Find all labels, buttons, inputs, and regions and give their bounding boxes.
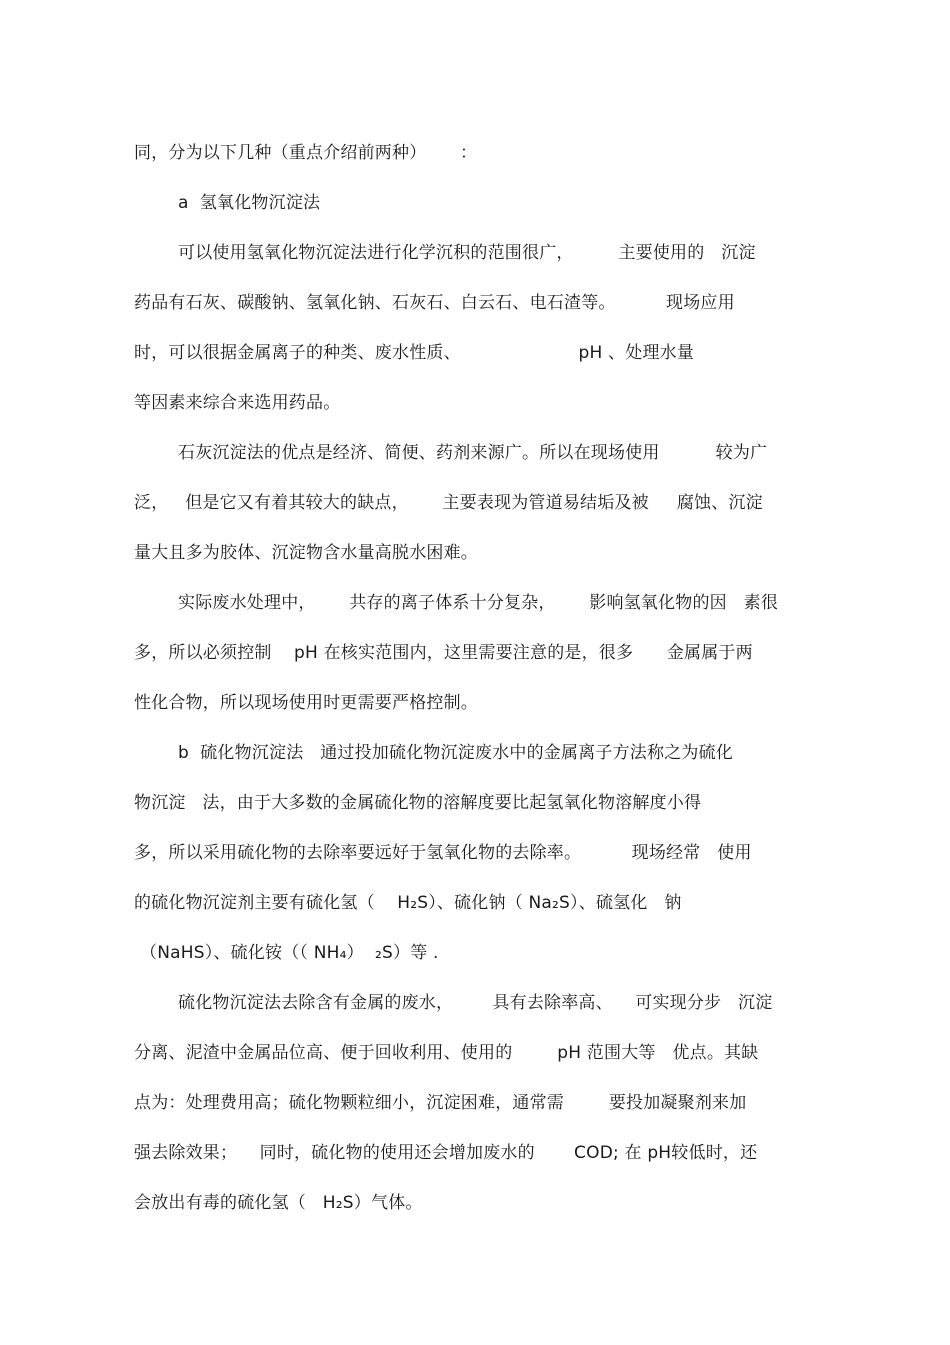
text-line: 时，可以很据金属离子的种类、废水性质、 pH 、处理水量 [134,343,695,363]
text-line: 等因素来综合来选用药品。 [134,393,341,413]
text-line: 分离、泥渣中金属品位高、便于回收利用、使用的 pH 范围大等 优点。其缺 [134,1043,759,1063]
text-line: （NaHS）、硫化铵（（ NH₄） ₂S）等 . [140,943,439,963]
text-line: 多，所以必须控制 pH 在核实范围内，这里需要注意的是，很多 金属属于两 [134,643,753,663]
section-heading-a: a 氢氧化物沉淀法 [178,193,321,213]
text-line: 强去除效果； 同时，硫化物的使用还会增加废水的 COD; 在 pH较低时，还 [134,1143,758,1163]
text-line: 泛， 但是它又有着其较大的缺点， 主要表现为管道易结垢及被 腐蚀、沉淀 [134,493,763,513]
text-line: 物沉淀 法，由于大多数的金属硫化物的溶解度要比起氢氧化物溶解度小得 [134,793,702,813]
text-line: 同，分为以下几种（重点介绍前两种） ： [134,143,478,163]
text-line: 硫化物沉淀法去除含有金属的废水， 具有去除率高、 可实现分步 沉淀 [178,993,773,1013]
text-line: 石灰沉淀法的优点是经济、简便、药剂来源广。所以在现场使用 较为广 [178,443,768,463]
text-line: 药品有石灰、碳酸钠、氢氧化钠、石灰石、白云石、电石渣等。 现场应用 [134,293,735,313]
section-heading-b: b 硫化物沉淀法 通过投加硫化物沉淀废水中的金属离子方法称之为硫化 [178,743,734,763]
text-line: 性化合物，所以现场使用时更需要严格控制。 [134,693,478,713]
text-line: 的硫化物沉淀剂主要有硫化氢（ H₂S）、硫化钠（ Na₂S）、硫氢化 钠 [134,893,682,913]
text-line: 会放出有毒的硫化氢（ H₂S）气体。 [134,1193,423,1213]
text-line: 量大且多为胶体、沉淀物含水量高脱水困难。 [134,543,478,563]
text-line: 可以使用氢氧化物沉淀法进行化学沉积的范围很广， 主要使用的 沉淀 [178,243,756,263]
text-line: 多，所以采用硫化物的去除率要远好于氢氧化物的去除率。 现场经常 使用 [134,843,752,863]
text-line: 点为：处理费用高；硫化物颗粒细小，沉淀困难，通常需 要投加凝聚剂来加 [134,1093,747,1113]
text-line: 实际废水处理中， 共存的离子体系十分复杂， 影响氢氧化物的因 素很 [178,593,779,613]
